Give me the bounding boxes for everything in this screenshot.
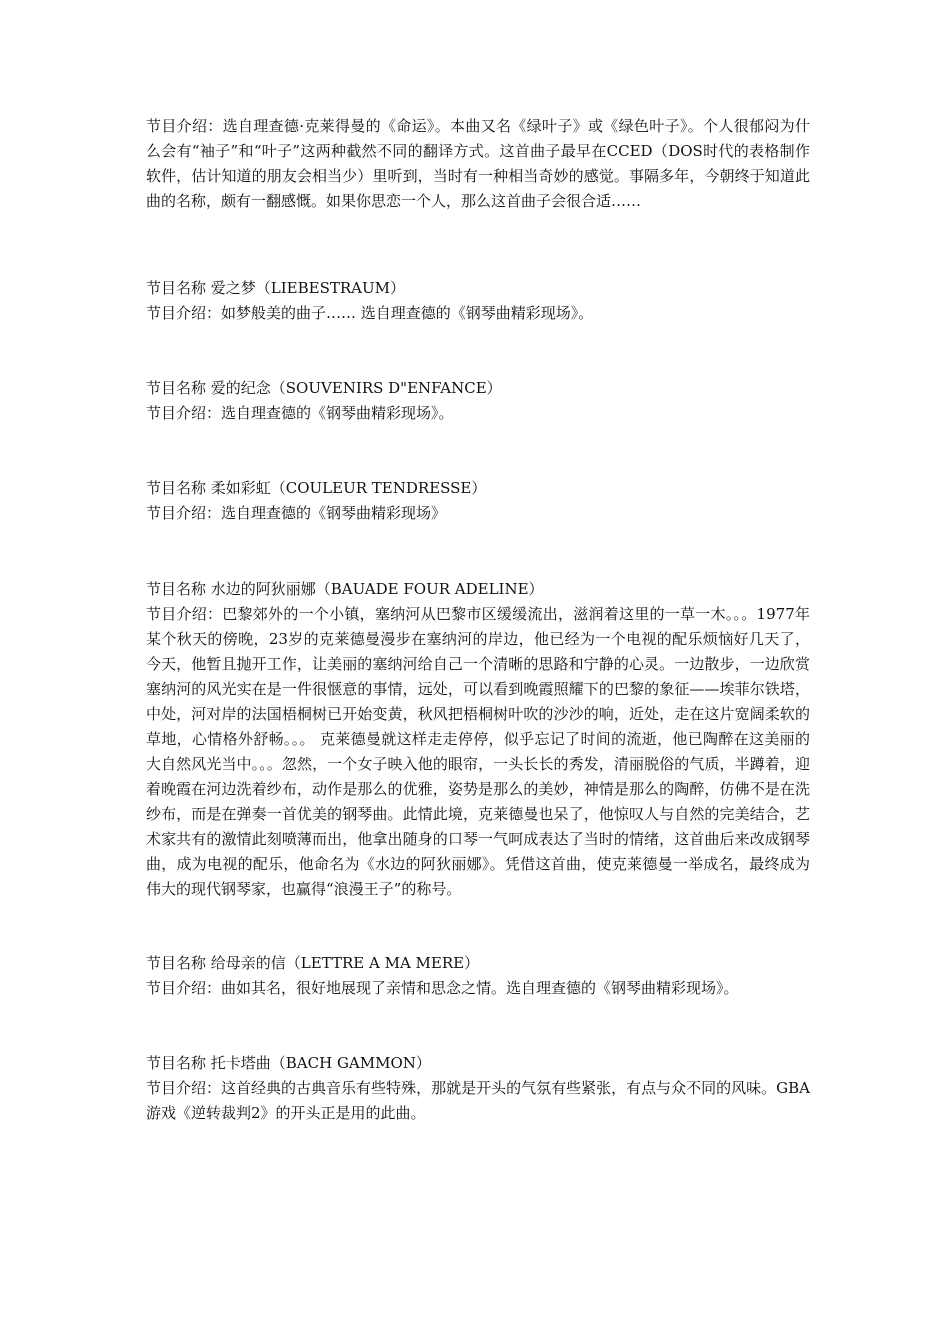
program-name: 节目名称 柔如彩虹（COULEUR TENDRESSE） [146, 479, 487, 497]
program-entry-2 [146, 276, 810, 326]
program-intro: 节目介绍：这首经典的古典音乐有些特殊，那就是开头的气氛有些紧张，有点与众不同的风味。GBA游戏《逆转裁判2》的开头正是用的此曲。 [146, 1079, 810, 1122]
program-entry-3 [146, 376, 810, 426]
program-name: 节目名称 爱的纪念（SOUVENIRS D"ENFANCE） [146, 379, 502, 397]
program-name: 节目名称 托卡塔曲（BACH GAMMON） [146, 1054, 431, 1072]
program-intro: 节目介绍：巴黎郊外的一个小镇，塞纳河从巴黎市区缓缓流出，滋润着这里的一草一木。。。1977年某个秋天的傍晚，23岁的克莱德曼漫步在塞纳河的岸边，他已经为一个电视的配乐烦恼好几天了，今天，他暂且抛开工作，让美丽的塞纳河给自己一个清晰的思路和宁静的心灵。一边散步，一边欣赏塞纳河的风光实在是一件很惬意的事情，远处，可以看到晚霞照耀下的巴黎的象征——埃菲尔铁塔，中处，河对岸的法国梧桐树已开始变黄，秋风把梧桐树叶吹的沙沙的响，近处，走在这片宽阔柔软的草地，心情格外舒畅。。。 克莱德曼就这样走走停停，似乎忘记了时间的流逝，他已陶醉在这美丽的大自然风光当中。。。忽然，一个女子映入他的眼帘，一头长长的秀发，清丽脱俗的气质，半蹲着，迎着晚霞在河边洗着纱布，动作是那么的优雅，姿势是那么的美妙，神情是那么的陶醉，仿佛不是在洗纱布，而是在弹奏一首优美的钢琴曲。此情此境，克莱德曼也呆了，他惊叹人与自然的完美结合，艺术家共有的激情此刻喷薄而出，他拿出随身的口琴一气呵成表达了当时的情绪，这首曲后来改成钢琴曲，成为电视的配乐，他命名为《水边的阿狄丽娜》。凭借这首曲，使克莱德曼一举成名，最终成为伟大的现代钢琴家，也赢得“浪漫王子”的称号。 [146, 605, 810, 898]
program-intro: 节目介绍：如梦般美的曲子…… 选自理查德的《钢琴曲精彩现场》。 [146, 304, 594, 322]
document-page [146, 114, 810, 1126]
program-intro: 节目介绍：曲如其名，很好地展现了亲情和思念之情。选自理查德的《钢琴曲精彩现场》。 [146, 979, 739, 997]
program-entry-7 [146, 1051, 810, 1126]
program-name: 节目名称 给母亲的信（LETTRE A MA MERE） [146, 954, 480, 972]
program-name: 节目名称 水边的阿狄丽娜（BAUADE FOUR ADELINE） [146, 580, 544, 598]
program-intro: 节目介绍：选自理查德的《钢琴曲精彩现场》 [146, 504, 447, 522]
program-intro: 节目介绍：选自理查德的《钢琴曲精彩现场》。 [146, 404, 454, 422]
program-entry-4 [146, 476, 810, 526]
program-entry-5 [146, 577, 810, 902]
program-entry-1 [146, 114, 810, 214]
program-name: 节目名称 爱之梦（LIEBESTRAUM） [146, 279, 405, 297]
program-intro: 节目介绍：选自理查德·克莱得曼的《命运》。本曲又名《绿叶子》或《绿色叶子》。个人很郁闷为什么会有“袖子”和“叶子”这两种截然不同的翻译方式。这首曲子最早在CCED（DOS时代的表格制作软件，估计知道的朋友会相当少）里听到，当时有一种相当奇妙的感觉。事隔多年，今朝终于知道此曲的名称，颇有一翻感慨。如果你思恋一个人，那么这首曲子会很合适…… [146, 117, 810, 210]
program-entry-6 [146, 951, 810, 1001]
